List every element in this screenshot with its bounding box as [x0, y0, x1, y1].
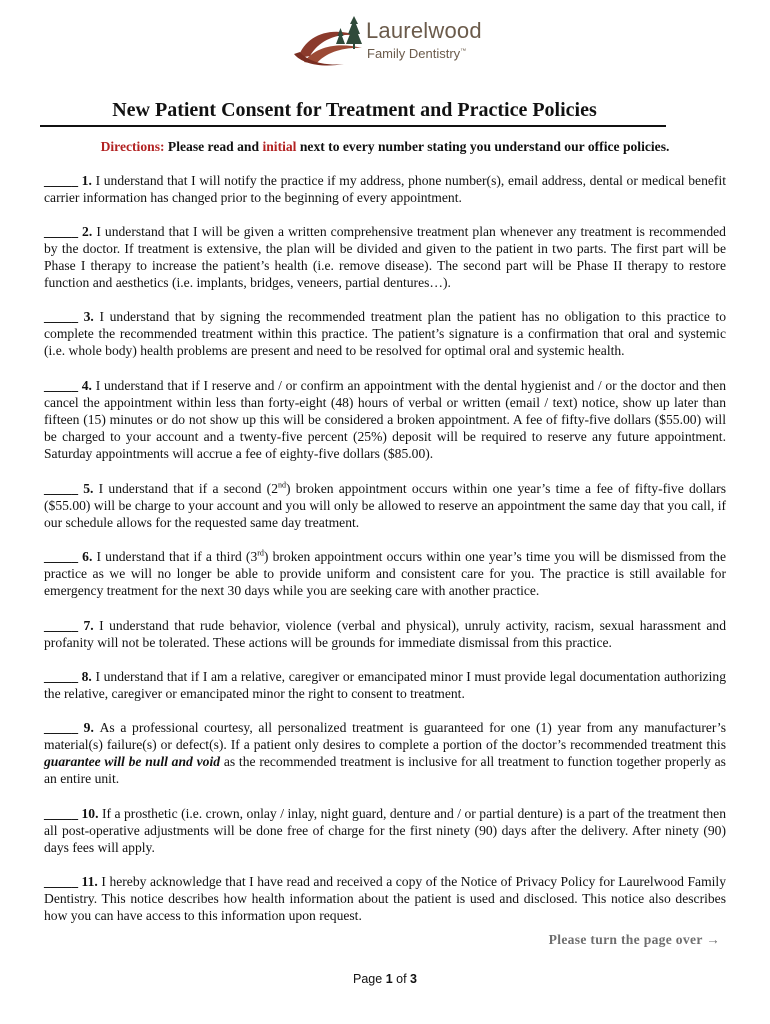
clause-text-before: I understand that if a third (3: [96, 549, 258, 564]
logo-subtitle-text: Family Dentistry: [367, 46, 461, 61]
clause-number: 4.: [81, 378, 92, 393]
total-page-count: 3: [410, 972, 417, 986]
directions-label: Directions:: [100, 139, 165, 154]
practice-logo: [292, 14, 482, 70]
clause-text-after: ) broken appointment occurs within one year’s time you will be dismissed from the practice as we will no longer be able to provide uniform and consistent care for you. The practice is still available for emergency treatment for the next 30 days while you are seeking care with another practice.: [44, 549, 726, 598]
clause-text: I understand that I will notify the practice if my address, phone number(s), email address, dental or medical benefit carrier information has changed prior to the beginning of every appointment.: [44, 173, 726, 205]
initial-blank[interactable]: _____: [44, 173, 78, 188]
clause-number: 8.: [81, 669, 92, 684]
current-page-number: 1: [385, 972, 393, 986]
initial-blank[interactable]: _____: [44, 720, 78, 735]
clause-number: 9.: [83, 720, 94, 735]
initial-blank[interactable]: _____: [44, 378, 78, 393]
policy-clause-4: [44, 377, 726, 462]
initial-blank[interactable]: _____: [44, 549, 78, 564]
title-underline: [40, 125, 666, 127]
guarantee-void-emphasis: guarantee will be null and void: [44, 754, 221, 769]
initial-blank[interactable]: _____: [44, 481, 78, 496]
directions-text-before: Please read and: [164, 139, 263, 154]
directions-text-after: next to every number stating you understand our office policies.: [296, 139, 670, 154]
initial-blank[interactable]: _____: [44, 224, 78, 239]
logo-subtitle: [367, 46, 466, 61]
page-footer: [0, 972, 770, 986]
directions: [44, 139, 726, 155]
initial-blank[interactable]: _____: [44, 806, 78, 821]
clause-number: 6.: [82, 549, 93, 564]
turn-page-notice: Please turn the page over →: [548, 932, 720, 947]
ordinal-suffix: nd: [278, 480, 287, 490]
clause-number: 3.: [83, 309, 94, 324]
policy-clause-8: [44, 668, 726, 702]
logo-practice-name: Laurelwood: [366, 18, 482, 43]
clause-number: 2.: [82, 224, 93, 239]
laurelwood-emblem-icon: [292, 14, 368, 70]
policy-clause-11: [44, 873, 726, 924]
clause-text: I understand that rude behavior, violence (verbal and physical), unruly activity, racism, sexual harassment and profanity will not be tolerated. These actions will be grounds for immediate dismissal from this practice.: [44, 618, 726, 650]
document-title: New Patient Consent for Treatment and Practice Policies: [112, 99, 597, 121]
policy-clause-7: [44, 617, 726, 651]
initial-blank[interactable]: _____: [44, 618, 78, 633]
logo-trademark: ™: [460, 48, 467, 55]
clause-text: I understand that by signing the recommended treatment plan the patient has no obligation to this practice to complete the recommended treatment within this practice. The patient’s signature is a confirmation that oral and systemic (i.e. whole body) health problems are present and need to be resolved for optimal oral and systemic health.: [44, 309, 726, 358]
clause-number: 10.: [81, 806, 99, 821]
initial-blank[interactable]: _____: [44, 309, 78, 324]
clause-text: I hereby acknowledge that I have read and received a copy of the Notice of Privacy Policy for Laurelwood Family Dentistry. This notice describes how health information about the patient is used and disclosed. This notice also describes how you can have access to this information upon request.: [44, 874, 726, 923]
initial-blank[interactable]: _____: [44, 874, 78, 889]
policy-clause-1: [44, 172, 726, 206]
policy-clause-2: [44, 223, 726, 291]
clause-number: 11.: [81, 874, 98, 889]
policy-clause-5: [44, 480, 726, 531]
clause-text-after: as the recommended treatment is inclusive for all treatment to function together properly as an entire unit.: [44, 754, 726, 786]
policy-clause-6: [44, 548, 726, 599]
footer-prefix: Page: [353, 972, 386, 986]
clause-text-before: I understand that if a second (2: [98, 481, 279, 496]
ordinal-suffix: rd: [257, 548, 264, 558]
clause-number: 5.: [83, 481, 94, 496]
footer-middle: of: [392, 972, 411, 986]
directions-highlight: initial: [262, 139, 297, 154]
policy-clause-3: [44, 308, 726, 359]
clause-text: I understand that I will be given a written comprehensive treatment plan whenever any treatment is recommended by the doctor. If treatment is extensive, the plan will be divided and given to the patient in two parts. The first part will be Phase I therapy to increase the patient’s health (i.e. remove disease). The second part will be Phase II therapy to restore function and aesthetics (i.e. implants, bridges, veneers, partial dentures…).: [44, 224, 726, 290]
clause-text: I understand that if I am a relative, caregiver or emancipated minor I must provide legal documentation authorizing the relative, caregiver or emancipated minor the right to consent to treatment.: [44, 669, 727, 701]
clause-number: 1.: [81, 173, 92, 188]
clause-text-after: ) broken appointment occurs within one year’s time a fee of fifty-five dollars ($55.00) will be charge to your account and you will only be allowed to reserve an appointment the same day that you call, if our schedule allows for the requested same day treatment.: [44, 481, 726, 530]
clause-text-before: As a professional courtesy, all personalized treatment is guaranteed for one (1) year from any manufacturer’s material(s) failure(s) or defect(s). If a patient only desires to complete a portion of the doctor’s recommended treatment this: [44, 720, 726, 752]
clause-text: If a prosthetic (i.e. crown, onlay / inlay, night guard, denture and / or partial denture) is a part of the treatment then all post-operative adjustments will be done free of charge for the first ninety (90) days after the delivery. After ninety (90) days fees will apply.: [44, 806, 726, 855]
policy-clause-9: [44, 719, 726, 787]
initial-blank[interactable]: _____: [44, 669, 78, 684]
clause-text: I understand that if I reserve and / or confirm an appointment with the dental hygienist and / or the doctor and then cancel the appointment within less than forty-eight (48) hours of verbal or written (email / text) notice, show up later than fifteen (15) minutes or do not show up this will be considered a broken appointment. A fee of fifty-five dollars ($55.00) will be charged to your account and a twenty-five percent (25%) deposit will be required to reserve any future appointment. Saturday appointments will accrue a fee of eighty-five dollars ($85.00).: [44, 378, 726, 461]
clause-number: 7.: [83, 618, 94, 633]
policy-clause-10: [44, 805, 726, 856]
